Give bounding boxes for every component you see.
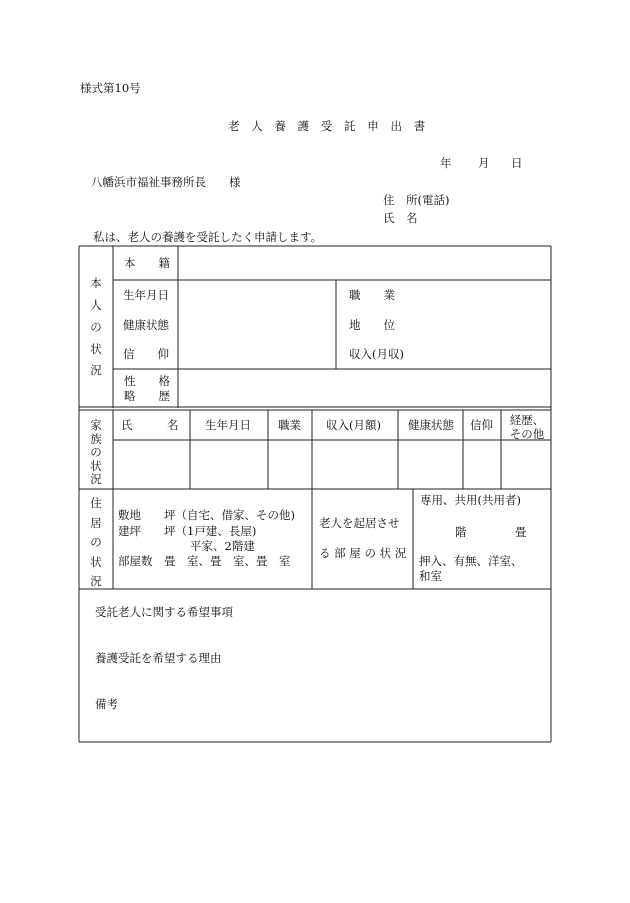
room-tatami-label: 畳 — [515, 525, 527, 539]
family-col-health: 健康状態 — [408, 418, 454, 432]
room-floor-label: 階 — [455, 525, 467, 539]
remarks-label: 備考 — [95, 697, 118, 711]
date-month-label: 月 — [478, 156, 490, 170]
date-year-label: 年 — [440, 156, 452, 170]
income-label: 収入(月収) — [349, 347, 404, 361]
family-col-history: 経歴、その他 — [509, 413, 545, 442]
housing-section-heading: 住 居 の 状 況 — [90, 496, 102, 589]
family-col-income: 収入(月額) — [326, 418, 381, 432]
job-label: 職 業 — [349, 288, 395, 302]
birth-label: 生年月日 — [123, 288, 169, 302]
position-label: 地 位 — [349, 318, 395, 332]
applicant-address-label: 住 所(電話) — [383, 193, 450, 207]
hope-label: 受託老人に関する希望事項 — [95, 605, 233, 619]
room-usage: 専用、共用(共用者) — [420, 493, 521, 507]
date-day-label: 日 — [511, 156, 523, 170]
health-label: 健康状態 — [123, 318, 169, 332]
room-storage-2: 和室 — [419, 569, 442, 583]
applicant-name-label: 氏 名 — [383, 211, 418, 225]
family-col-job: 職業 — [278, 418, 301, 432]
elder-room-label-1: 老人を起居させ — [319, 516, 400, 530]
housing-building-area: 建坪 坪（1戸建、長屋) — [118, 524, 257, 538]
housing-stories: 平家、2階建 — [190, 539, 255, 553]
family-col-birth: 生年月日 — [205, 418, 251, 432]
form-number: 様式第10号 — [80, 81, 141, 95]
honseki-label: 本 籍 — [124, 256, 170, 270]
housing-site-area: 敷地 坪（自宅、借家、その他) — [118, 508, 295, 522]
faith-label: 信 仰 — [123, 347, 169, 361]
personality-label: 性 格 — [124, 374, 170, 388]
family-section-heading: 家 族 の 状 況 — [90, 418, 102, 487]
elder-room-label-2: る 部 屋 の 状 況 — [319, 546, 407, 560]
form-title: 老 人 養 護 受 託 申 出 書 — [228, 119, 430, 133]
housing-room-count: 部屋数 畳 室、畳 室、畳 室 — [118, 554, 291, 568]
history-label: 略 歴 — [124, 389, 170, 403]
person-section-heading: 本 人 の 状 況 — [90, 276, 102, 378]
family-col-name: 氏 名 — [121, 418, 179, 432]
reason-label: 養護受託を希望する理由 — [95, 651, 222, 665]
room-storage-1: 押入、有無、洋室、 — [419, 554, 523, 568]
intro-text: 私は、老人の養護を受託したく申請します。 — [93, 230, 323, 244]
family-col-faith: 信仰 — [470, 418, 493, 432]
addressee: 八幡浜市福祉事務所長 様 — [91, 175, 241, 189]
